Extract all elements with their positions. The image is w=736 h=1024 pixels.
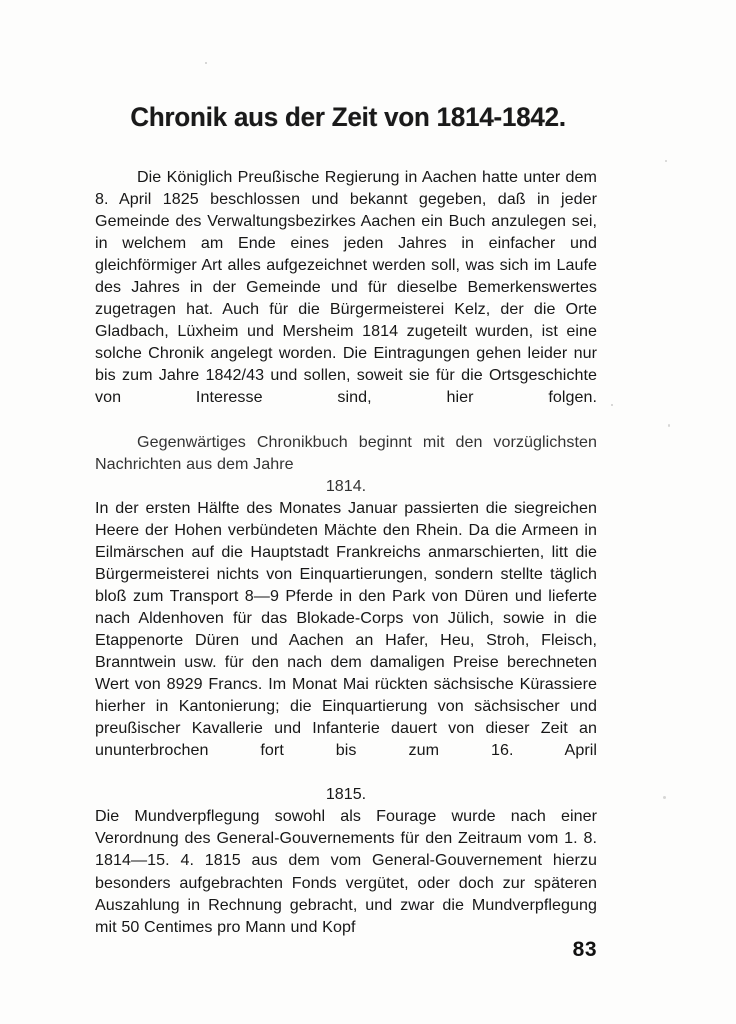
page-title: Chronik aus der Zeit von 1814-1842. [130,102,566,133]
scan-speck [668,424,670,427]
scan-speck [665,160,667,162]
paragraph-intro: Die Königlich Preußische Regierung in Aachen hatte unter dem 8. April 1825 beschlossen und bekannt gegeben, daß in jeder Gemeinde des Verwaltungsbezirkes Aachen ein Buch anzulegen sei, in welchem am Ende eines jeden Jahres in einfacher und gleichförmiger Art alles aufgezeichnet werden soll, was sich im Laufe des Jahres in der Gemeinde und für dieselbe Bemerkenswertes zugetragen hat. Auch für die Bürgermeisterei Kelz, der die Orte Gladbach, Lüxheim und Mersheim 1814 zugeteilt wurden, ist eine solche Chronik angelegt worden. Die Eintragungen gehen leider nur bis zum Jahre 1842/43 und sollen, soweit sie für die Ortsgeschichte von Interesse sind, hier folgen. [95,168,597,407]
scan-speck [611,404,613,406]
paragraph-1815-entry: Die Mundverpflegung sowohl als Fourage wurde nach einer Verordnung des General-Gouvernements für den Zeitraum vom 1. 8. 1814—15. 4. 1815 aus dem vom General-Gouvernement hierzu besonders aufgebrachten Fonds vergütet, oder doch zur späteren Auszahlung in Rechnung gebracht, und zwar die Mundverpflegung mit 50 Centimes pro Mann und Kopf [95,807,597,936]
year-heading-1814: 1814. [325,476,367,495]
year-heading-1815: 1815. [325,785,367,804]
paragraph-1814-entry: In der ersten Hälfte des Monates Januar passierten die siegreichen Heere der Hohen verbündeten Mächte den Rhein. Da die Armeen in Eilmärschen auf die Hauptstadt Frankreichs anmarschierten, litt die Bürgermeisterei nichts von Einquartierungen, sondern stellte täglich bloß zum Transport 8—9 Pferde in den Park von Düren und lieferte nach Aldenhoven für das Blokade-Corps von Jülich, sowie in die Etappenorte Düren und Aachen an Hafer, Heu, Stroh, Fleisch, Branntwein usw. für den nach dem damaligen Preise berechneten Wert von 8929 Francs. Im Monat Mai rückten sächsische Kürassiere hierher in Kantonierung; die Einquartierung von sächsischer und preußischer Kavallerie und Infanterie dauert von dieser Zeit an ununterbrochen fort bis zum 16. April [95,498,597,760]
page-number: 83 [572,938,597,961]
page-body [95,166,597,938]
paragraph-chronikbuch: Gegenwärtiges Chronikbuch beginnt mit den vorzüglichsten Nachrichten aus dem Jahre [95,432,597,473]
page-text-column [95,0,597,1024]
scan-speck [663,796,666,799]
